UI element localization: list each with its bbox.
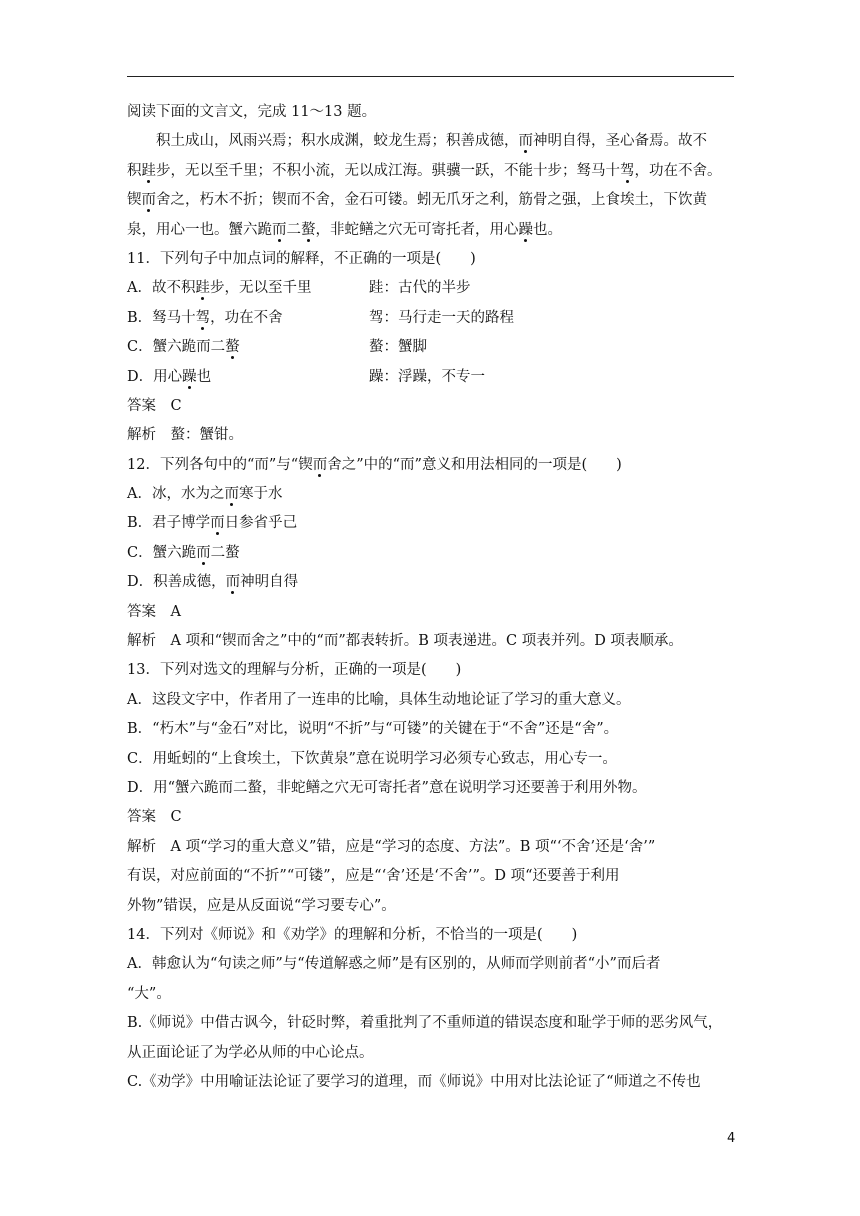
passage-text: 锲: [127, 192, 142, 209]
dotted-word: 而: [312, 456, 328, 473]
option-text: 二螯: [210, 544, 240, 561]
answer: 答案 C: [127, 809, 182, 826]
dotted-word: 驾: [620, 162, 635, 179]
option-text: D．用心: [127, 368, 183, 385]
option-b: [127, 304, 734, 333]
option-line: “大”。: [127, 985, 171, 1002]
passage-text: 二: [286, 221, 301, 238]
option-line: B.《师说》中借古讽今，针砭时弊，着重批判了不重师道的错误态度和耻学于师的恶劣风气，: [127, 1015, 723, 1032]
option-d: [127, 568, 734, 597]
option-sentence: [127, 363, 369, 392]
analysis: 解析 A 项和“锲而舍之”中的“而”都表转折。B 项表递进。C 项表并列。D 项表顺承。: [127, 633, 683, 650]
analysis-line: 有误，对应前面的“不折”“可镂”，应是“‘舍’还是‘不舍’”。D 项“还要善于利用: [127, 868, 620, 885]
dotted-word: 而: [141, 192, 156, 209]
option-text: B．驽马十: [127, 309, 196, 326]
stem-text: 舍之”中的“而”意义和用法相同的一项是( ): [327, 456, 622, 473]
passage-text: 积: [127, 162, 142, 179]
dotted-word: 跬: [195, 280, 210, 297]
analysis: 解析 螯：蟹钳。: [127, 427, 243, 444]
analysis-line: 解析 A 项“学习的重大意义”错，应是“学习的态度、方法”。B 项“‘不舍’还是‘舍’”: [127, 838, 656, 855]
option-a: [127, 480, 734, 509]
passage-line-1: [127, 127, 734, 156]
option-text: 日参省乎己: [224, 515, 298, 532]
question-stem: 14．下列对《师说》和《劝学》的理解和分析，不恰当的一项是( ): [127, 926, 578, 943]
option-b: [127, 509, 734, 538]
answer: 答案 A: [127, 603, 181, 620]
passage-text: 舍之，朽木不折；锲而不舍，金石可镂。蚓无爪牙之利，筋骨之强，上食埃土，下饮黄: [156, 192, 707, 209]
option-b: B．“朽木”与“金石”对比，说明“不折”与“可镂”的关键在于“不舍”还是“舍”。: [127, 721, 619, 738]
dotted-word: 螯: [301, 221, 316, 238]
passage-text: ，非蛇鳝之穴无可寄托者，用心: [315, 221, 519, 238]
option-line: A．韩愈认为“句读之师”与“传道解惑之师”是有区别的，从师而学则前者“小”而后者: [127, 956, 661, 973]
dotted-word: 躁: [518, 221, 533, 238]
dotted-word: 而: [224, 486, 239, 503]
option-d: [127, 363, 734, 392]
option-text: C．蟹六跪: [127, 544, 197, 561]
dotted-word: 驾: [195, 309, 211, 326]
question-stem: 11．下列句子中加点词的解释，不正确的一项是( ): [127, 250, 476, 267]
option-text: D．积善成德，: [127, 574, 226, 591]
dotted-word: 躁: [182, 368, 197, 385]
question-13: [127, 656, 734, 921]
option-c: C．用蚯蚓的“上食埃土，下饮黄泉”意在说明学习必须专心致志，用心专一。: [127, 750, 617, 767]
answer: 答案 C: [127, 397, 182, 414]
option-text: 神明自得: [240, 574, 299, 591]
passage-text: ，功在不舍。: [634, 162, 722, 179]
document-body: [127, 98, 734, 1097]
option-text: 寒于水: [238, 486, 283, 503]
dotted-word: 而: [272, 221, 287, 238]
option-sentence: [127, 333, 369, 362]
option-text: A．冰，水为之: [127, 486, 225, 503]
passage-text: 泉，用心一也。蟹六跪: [127, 221, 272, 238]
passage-text: 积土成山，风雨兴焉；积水成渊，蛟龙生焉；积善成德，: [156, 133, 519, 150]
question-12: [127, 451, 734, 657]
passage-text: 步，无以至千里；不积小流，无以成江海。骐骥一跃，不能十步；驽马十: [156, 162, 620, 179]
header-rule: [127, 76, 734, 77]
question-14: [127, 921, 734, 1097]
dotted-word: 而: [518, 133, 533, 150]
dotted-word: 而: [210, 515, 225, 532]
page-number: 4: [727, 1131, 736, 1146]
option-text: B．君子博学: [127, 515, 211, 532]
option-c: [127, 539, 734, 568]
question-stem: [127, 451, 734, 480]
option-c: [127, 333, 734, 362]
option-d: D．用“蟹六跪而二螯，非蛇鳝之穴无可寄托者”意在说明学习还要善于利用外物。: [127, 779, 647, 796]
dotted-word: 而: [196, 544, 211, 561]
option-sentence: [127, 304, 369, 333]
option-a: [127, 274, 734, 303]
dotted-word: 跬: [141, 162, 156, 179]
dotted-word: 而: [225, 574, 241, 591]
dotted-word: 螯: [225, 339, 240, 356]
option-sentence: [127, 274, 369, 303]
option-text: 也: [196, 368, 212, 385]
passage-line-3: [127, 186, 734, 215]
option-text: A．故不积: [127, 280, 196, 297]
option-gloss: 螯：蟹脚: [369, 339, 427, 356]
option-a: A．这段文字中，作者用了一连串的比喻，具体生动地论证了学习的重大意义。: [127, 691, 631, 708]
question-stem: 13．下列对选文的理解与分析，正确的一项是( ): [127, 662, 462, 679]
option-text: 步，无以至千里: [209, 280, 312, 297]
option-gloss: 跬：古代的半步: [369, 280, 471, 297]
option-text: ，功在不舍: [210, 309, 283, 326]
option-gloss: 驾：马行走一天的路程: [369, 309, 514, 326]
intro-line: 阅读下面的文言文，完成 11～13 题。: [127, 104, 377, 120]
stem-text: 12．下列各句中的“而”与“锲: [127, 456, 313, 473]
passage: [127, 127, 734, 245]
option-text: C．蟹六跪而二: [127, 339, 226, 356]
option-line: 从正面论证了为学必从师的中心论点。: [127, 1044, 374, 1061]
passage-text: 也。: [533, 221, 562, 238]
passage-text: 神明自得，圣心备焉。故不: [533, 133, 707, 150]
passage-line-4: [127, 216, 734, 245]
analysis-line: 外物”错误，应是从反面说“学习要专心”。: [127, 897, 396, 914]
passage-line-2: [127, 157, 734, 186]
option-line: C.《劝学》中用喻证法论证了要学习的道理，而《师说》中用对比法论证了“师道之不传也: [127, 1073, 701, 1090]
option-gloss: 躁：浮躁，不专一: [369, 368, 485, 385]
question-11: [127, 245, 734, 451]
